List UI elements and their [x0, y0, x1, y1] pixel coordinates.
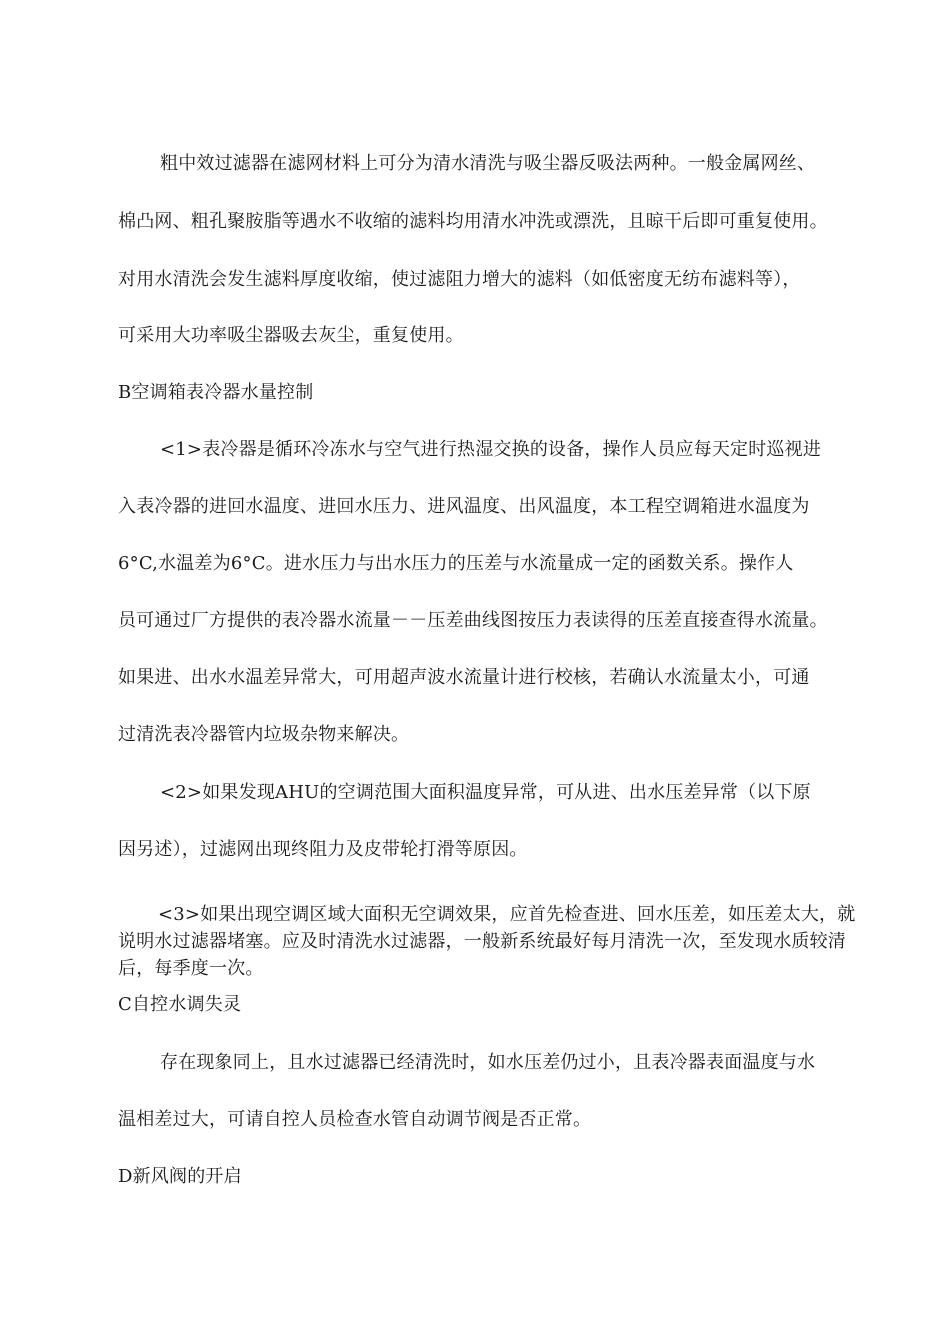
paragraph-line: 可采用大功率吸尘器吸去灰尘，重复使用。 [118, 325, 464, 346]
paragraph-block: <3>如果出现空调区域大面积无空调效果，应首先检查进、回水压差，如压差太大，就说明水过滤器堵塞。应及时清洗水过滤器，一般新系统最好每月清洗一次，至发现水质较清后，每季度一次。 [118, 904, 856, 979]
paragraph-line: <2>如果发现AHU的空调范围大面积温度异常，可从进、出水压差异常（以下原 [160, 782, 811, 803]
section-heading: B空调箱表冷器水量控制 [118, 382, 314, 403]
paragraph-line: 粗中效过滤器在滤网材料上可分为清水清洗与吸尘器反吸法两种。一般金属网丝、 [160, 153, 816, 174]
paragraph-line: 温相差过大，可请自控人员检查水管自动调节阀是否正常。 [118, 1109, 592, 1130]
paragraph-line: 因另述），过滤网出现终阻力及皮带轮打滑等原因。 [118, 839, 528, 860]
paragraph-line: <1>表冷器是循环冷冻水与空气进行热湿交换的设备，操作人员应每天定时巡视进 [160, 439, 822, 460]
paragraph-line: 存在现象同上，且水过滤器已经清洗时，如水压差仍过小，且表冷器表面温度与水 [160, 1052, 816, 1073]
section-heading: D新风阀的开启 [118, 1166, 242, 1187]
paragraph-line: 员可通过厂方提供的表冷器水流量－－压差曲线图按压力表读得的压差直接查得水流量。 [118, 610, 828, 631]
section-heading: C自控水调失灵 [118, 994, 242, 1015]
paragraph-line: 如果进、出水水温差异常大，可用超声波水流量计进行校核，若确认水流量太小，可通 [118, 667, 810, 688]
paragraph-line: 6°C,水温差为6°C。进水压力与出水压力的压差与水流量成一定的函数关系。操作人 [118, 553, 794, 574]
paragraph-line: 过清洗表冷器管内垃圾杂物来解决。 [118, 724, 410, 745]
paragraph-line: 对用水清洗会发生滤料厚度收缩，使过滤阻力增大的滤料（如低密度无纺布滤料等）， [118, 269, 801, 290]
paragraph-line: 入表冷器的进回水温度、进回水压力、进风温度、出风温度，本工程空调箱进水温度为 [118, 496, 810, 517]
paragraph-line: 棉凸网、粗孔聚胺脂等遇水不收缩的滤料均用清水冲洗或漂洗，且晾干后即可重复使用。 [118, 211, 828, 232]
